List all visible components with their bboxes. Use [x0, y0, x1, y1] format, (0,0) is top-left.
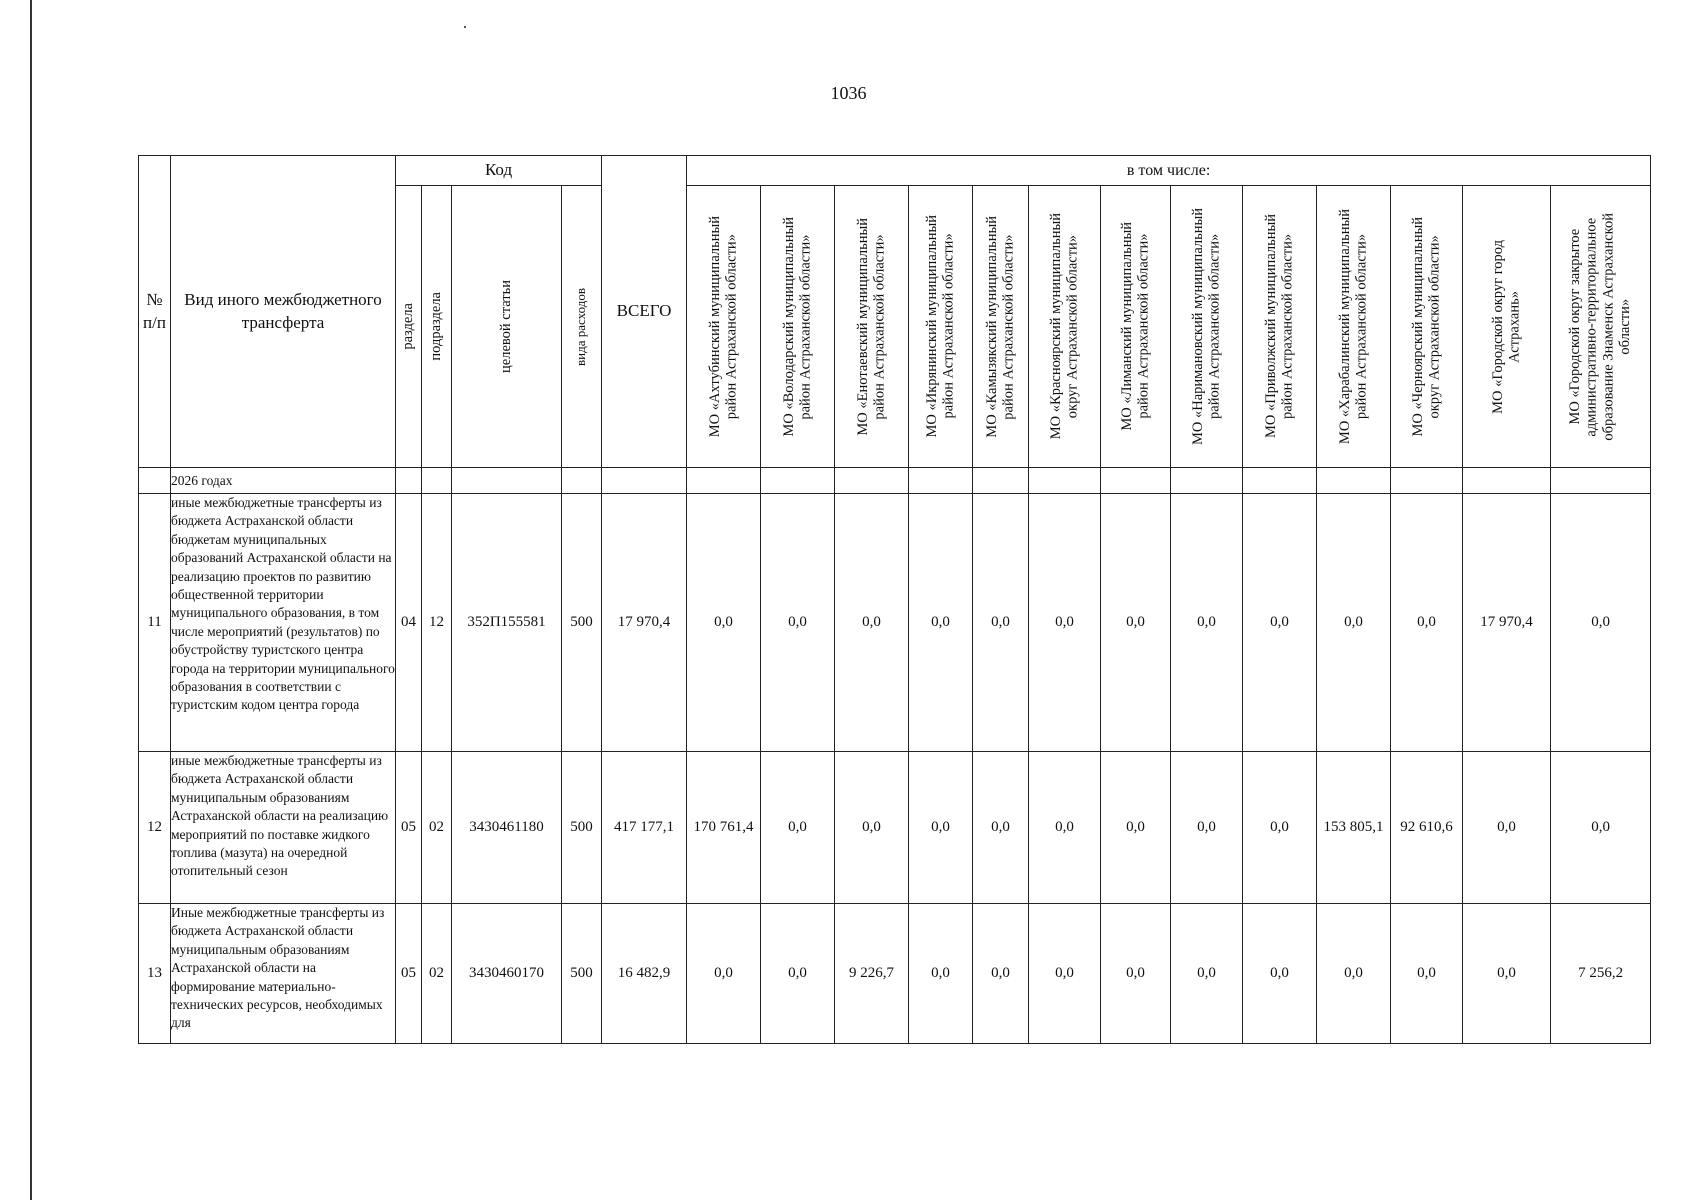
- continuation-empty-cell: [452, 468, 562, 494]
- section-code: 04: [396, 494, 422, 752]
- municipality-value: 0,0: [1029, 494, 1101, 752]
- header-expense-type: [562, 186, 602, 468]
- municipality-value: 7 256,2: [1551, 904, 1651, 1044]
- continuation-empty-cell: [396, 468, 422, 494]
- continuation-empty-cell: [761, 468, 835, 494]
- total-value: 17 970,4: [602, 494, 687, 752]
- header-municipality-label: МО «Приволжский муниципальный район Астраханской области»: [1262, 214, 1296, 439]
- municipality-value: 0,0: [1171, 904, 1243, 1044]
- header-municipality-label: МО «Володарский муниципальный район Астраханской области»: [780, 216, 814, 437]
- header-municipality: [1029, 186, 1101, 468]
- continuation-empty-cell: [1171, 468, 1243, 494]
- header-section: [396, 186, 422, 468]
- continuation-empty-cell: [687, 468, 761, 494]
- subsection-code: 02: [422, 904, 452, 1044]
- header-municipality: [1317, 186, 1391, 468]
- total-value: 16 482,9: [602, 904, 687, 1044]
- header-num: № п/п: [139, 156, 171, 468]
- municipality-value: 153 805,1: [1317, 752, 1391, 904]
- transfer-name: Иные межбюджетные трансферты из бюджета Астраханской области муниципальным образованиям Астраханской области на формирование материально-технических ресурсов, необходимых для: [171, 904, 396, 1044]
- header-municipality: [909, 186, 973, 468]
- municipality-value: 0,0: [687, 494, 761, 752]
- header-municipality: [761, 186, 835, 468]
- header-municipality: [973, 186, 1029, 468]
- header-total: ВСЕГО: [602, 156, 687, 468]
- header-municipality: [687, 186, 761, 468]
- municipality-value: 0,0: [909, 494, 973, 752]
- municipality-value: 0,0: [1029, 904, 1101, 1044]
- section-code: 05: [396, 752, 422, 904]
- municipality-value: 0,0: [761, 494, 835, 752]
- municipality-value: 0,0: [973, 752, 1029, 904]
- municipality-value: 0,0: [1101, 904, 1171, 1044]
- header-municipality: [1171, 186, 1243, 468]
- municipality-value: 0,0: [1463, 752, 1551, 904]
- page-binding-edge: [30, 0, 32, 1200]
- header-municipality: [1551, 186, 1651, 468]
- continuation-empty-cell: [1463, 468, 1551, 494]
- municipality-value: 0,0: [909, 904, 973, 1044]
- header-municipality-label: МО «Камызякский муниципальный район Астраханской области»: [983, 215, 1017, 438]
- header-including: в том числе:: [687, 156, 1651, 186]
- page-number: 1036: [830, 83, 867, 103]
- header-subsection: [422, 186, 452, 468]
- continuation-num-cell: [139, 468, 171, 494]
- continuation-text: 2026 годах: [171, 468, 396, 494]
- municipality-value: 0,0: [1029, 752, 1101, 904]
- header-municipality: [1243, 186, 1317, 468]
- continuation-empty-cell: [562, 468, 602, 494]
- table-row: [139, 904, 1651, 1044]
- continuation-empty-cell: [1101, 468, 1171, 494]
- header-target-label: целевой статьи: [498, 280, 515, 373]
- header-municipality-label: МО «Икрянинский муниципальный район Астраханской области»: [923, 215, 957, 438]
- header-municipality-label: МО «Лиманский муниципальный район Астраханской области»: [1118, 222, 1152, 431]
- municipality-value: 0,0: [1391, 904, 1463, 1044]
- target-code: 352П155581: [452, 494, 562, 752]
- header-municipality-label: МО «Харабалинский муниципальный район Астраханской области»: [1336, 208, 1370, 445]
- municipality-value: 0,0: [973, 494, 1029, 752]
- header-expense-type-label: вида расходов: [573, 287, 589, 366]
- municipality-value: 0,0: [1101, 752, 1171, 904]
- scan-speck: [464, 26, 466, 28]
- municipality-value: 0,0: [1243, 494, 1317, 752]
- continuation-empty-cell: [1551, 468, 1651, 494]
- municipality-value: 9 226,7: [835, 904, 909, 1044]
- continuation-empty-cell: [973, 468, 1029, 494]
- municipality-value: 0,0: [1243, 752, 1317, 904]
- continuation-empty-cell: [1243, 468, 1317, 494]
- header-municipality: [1391, 186, 1463, 468]
- target-code: 3430461180: [452, 752, 562, 904]
- transfer-name: иные межбюджетные трансферты из бюджета Астраханской области муниципальным образованиям Астраханской области на реализацию мероприятий по поставке жидкого топлива (мазута) на очередной отопительный сезон: [171, 752, 396, 904]
- municipality-value: 0,0: [1551, 494, 1651, 752]
- expense-type-code: 500: [562, 494, 602, 752]
- municipality-value: 17 970,4: [1463, 494, 1551, 752]
- municipality-value: 170 761,4: [687, 752, 761, 904]
- subsection-code: 02: [422, 752, 452, 904]
- subsection-code: 12: [422, 494, 452, 752]
- header-municipality-label: МО «Городской округ закрытое административно-территориальное образование Знаменск Астраханской области»: [1567, 212, 1634, 441]
- header-municipality: [835, 186, 909, 468]
- header-municipality-label: МО «Ахтубинский муниципальный район Астраханской области»: [706, 215, 740, 438]
- municipality-value: 0,0: [1391, 494, 1463, 752]
- municipality-value: 0,0: [761, 752, 835, 904]
- continuation-empty-cell: [1317, 468, 1391, 494]
- total-value: 417 177,1: [602, 752, 687, 904]
- continuation-empty-cell: [909, 468, 973, 494]
- municipality-value: 0,0: [1101, 494, 1171, 752]
- municipality-value: 0,0: [1317, 904, 1391, 1044]
- row-number: 13: [139, 904, 171, 1044]
- header-target: [452, 186, 562, 468]
- continuation-empty-cell: [422, 468, 452, 494]
- municipality-value: 0,0: [909, 752, 973, 904]
- municipality-value: 0,0: [1551, 752, 1651, 904]
- continuation-row: [139, 468, 1651, 494]
- header-section-label: раздела: [400, 303, 417, 350]
- header-code: Код: [396, 156, 602, 186]
- municipality-value: 0,0: [761, 904, 835, 1044]
- continuation-empty-cell: [835, 468, 909, 494]
- municipality-value: 0,0: [835, 752, 909, 904]
- section-code: 05: [396, 904, 422, 1044]
- expense-type-code: 500: [562, 752, 602, 904]
- municipality-value: 0,0: [1171, 752, 1243, 904]
- row-number: 12: [139, 752, 171, 904]
- municipality-value: 0,0: [973, 904, 1029, 1044]
- municipality-value: 92 610,6: [1391, 752, 1463, 904]
- continuation-empty-cell: [602, 468, 687, 494]
- header-municipality: [1101, 186, 1171, 468]
- header-municipality-label: МО «Черноярский муниципальный округ Астраханской области»: [1409, 216, 1443, 437]
- municipality-value: 0,0: [687, 904, 761, 1044]
- municipality-value: 0,0: [1463, 904, 1551, 1044]
- municipality-value: 0,0: [1317, 494, 1391, 752]
- header-municipality-label: МО «Городской округ город Астрахань»: [1489, 239, 1523, 414]
- continuation-empty-cell: [1391, 468, 1463, 494]
- budget-transfers-table: [138, 155, 1651, 1044]
- municipality-value: 0,0: [835, 494, 909, 752]
- table-row: [139, 494, 1651, 752]
- continuation-empty-cell: [1029, 468, 1101, 494]
- header-municipality-label: МО «Енотаевский муниципальный район Астраханской области»: [854, 217, 888, 436]
- header-municipality: [1463, 186, 1551, 468]
- target-code: 3430460170: [452, 904, 562, 1044]
- transfer-name: иные межбюджетные трансферты из бюджета Астраханской области бюджетам муниципальных образований Астраханской области на реализацию проектов по развитию общественной территории муниципального образования, в том числе мероприятий (результатов) по обустройству туристского центра города на территории муниципального образования в соответствии с туристским кодом центра города: [171, 494, 396, 752]
- header-municipality-label: МО «Наримановский муниципальный район Астраханской области»: [1189, 208, 1223, 445]
- header-subsection-label: подраздела: [428, 292, 445, 361]
- table-row: [139, 752, 1651, 904]
- row-number: 11: [139, 494, 171, 752]
- municipality-value: 0,0: [1171, 494, 1243, 752]
- header-municipality-label: МО «Красноярский муниципальный округ Астраханской области»: [1047, 213, 1081, 440]
- expense-type-code: 500: [562, 904, 602, 1044]
- header-kind: Вид иного межбюджетного трансферта: [171, 156, 396, 468]
- municipality-value: 0,0: [1243, 904, 1317, 1044]
